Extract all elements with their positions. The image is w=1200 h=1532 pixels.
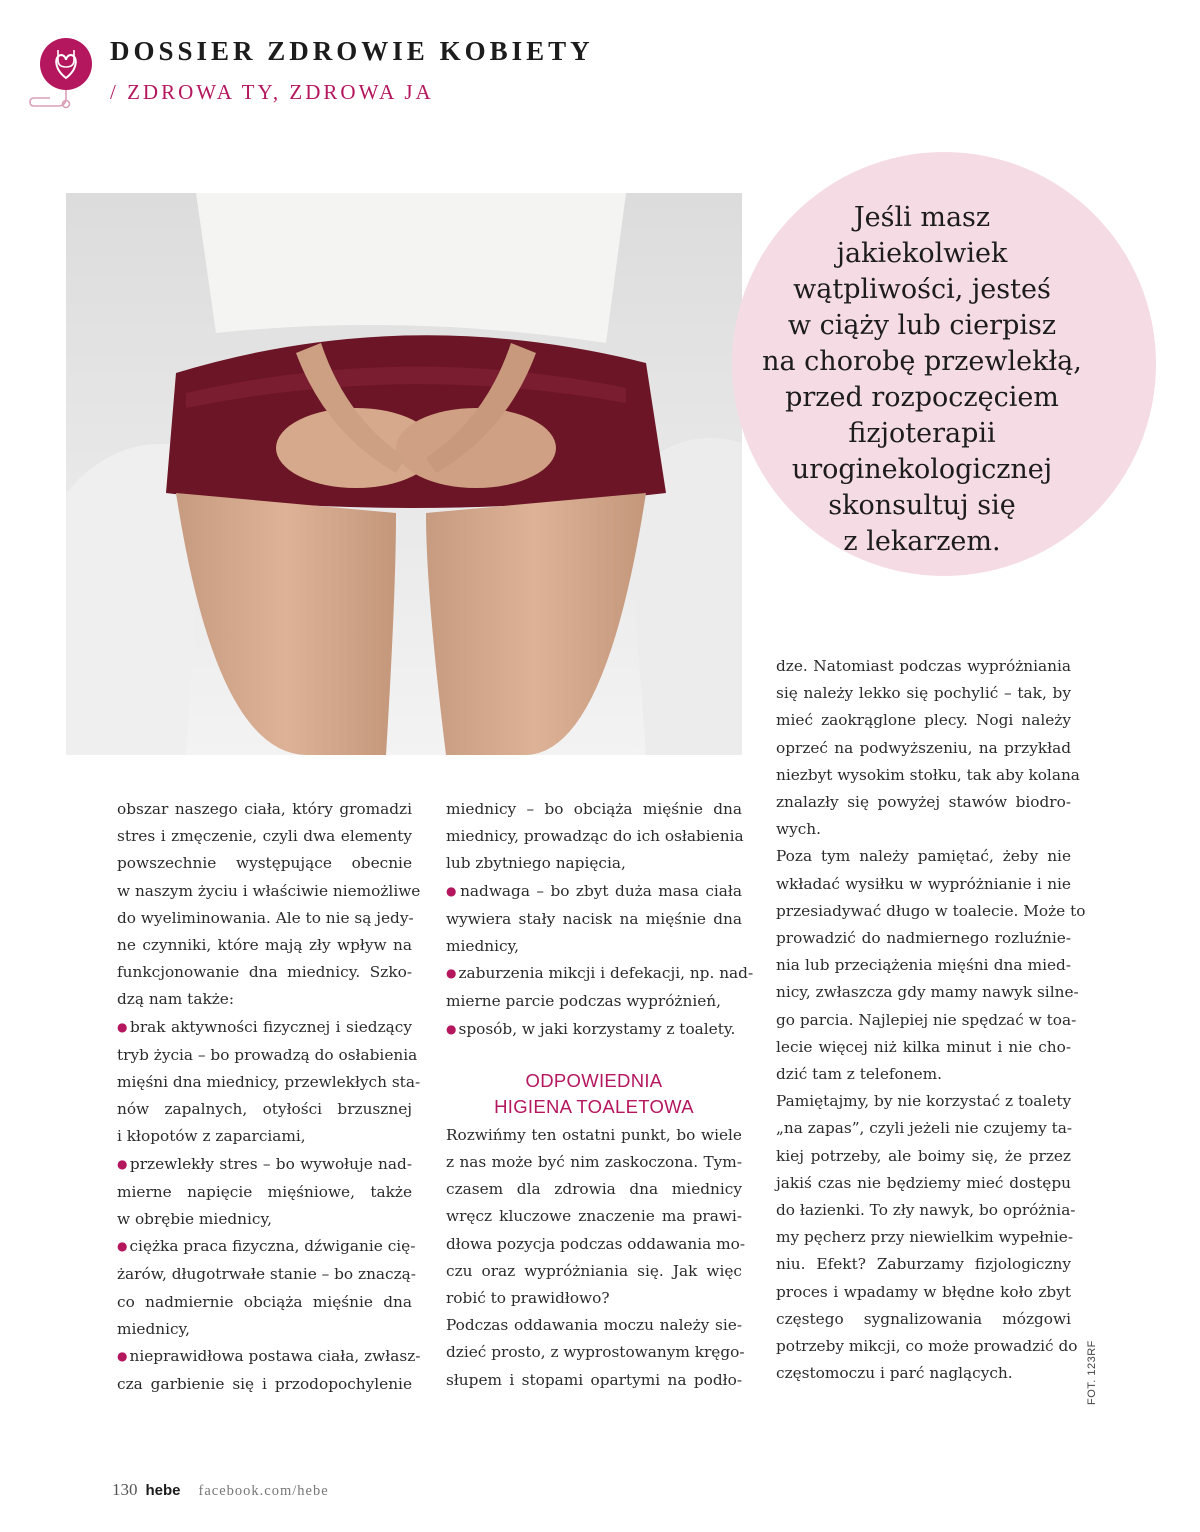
text-line: robić to prawidłowo?: [446, 1289, 610, 1308]
list-item-first-line: [117, 1151, 412, 1179]
text-line: lub zbytniego napięcia,: [446, 854, 626, 873]
text-line: sposób, w jaki korzystamy z toalety.: [458, 1019, 736, 1038]
text-line: mieć zaokrąglone plecy. Nogi należy: [776, 711, 1071, 730]
list-item-first-line: [446, 1016, 742, 1044]
text-line: mięśni dna miednicy, przewlekłych sta-: [117, 1073, 421, 1092]
text-line: „na zapas”, czyli jeżeli nie czujemy ta-: [776, 1119, 1073, 1138]
pull-quote-line: fizjoterapii: [848, 418, 996, 449]
text-line: proces i wpadamy w błędne koło zbyt: [776, 1282, 1071, 1301]
pull-quote-line: skonsultuj się: [828, 490, 1016, 521]
text-line: my pęcherz przy niewielkim wypełnie-: [776, 1228, 1073, 1247]
subheading: [446, 1068, 742, 1120]
text-line: nia lub przeciążenia mięśni dna mied-: [776, 956, 1071, 975]
text-line: i kłopotów z zaparciami,: [117, 1127, 306, 1146]
text-line: dze. Natomiast podczas wypróżniania: [776, 657, 1071, 675]
text-line: niu. Efekt? Zaburzamy fizjologiczny: [776, 1255, 1071, 1274]
text-line: Pamiętajmy, by nie korzystać z toalety: [776, 1092, 1072, 1111]
text-line: obszar naszego ciała, który gromadzi: [117, 800, 412, 818]
text-line: powszechnie występujące obecnie: [117, 854, 412, 873]
bullet-icon: ●: [117, 1239, 128, 1254]
pull-quote-line: jakiekolwiek: [836, 238, 1008, 269]
text-line: miednicy – bo obciąża mięśnie dna: [446, 800, 742, 818]
article-photo: [66, 193, 742, 755]
text-line: wręcz kluczowe znaczenie ma prawi-: [446, 1207, 742, 1226]
section-title: DOSSIER ZDROWIE KOBIETY: [110, 36, 594, 66]
text-line: się należy lekko się pochylić – tak, by: [776, 684, 1071, 703]
text-line: miednicy, prowadząc do ich osłabienia: [446, 827, 744, 846]
text-line: nicy, zwłaszcza gdy mamy nawyk silne-: [776, 983, 1079, 1002]
text-line: czu oraz wypróżniania się. Jak więc: [446, 1261, 742, 1280]
text-line: cza garbienie się i przodopochylenie: [117, 1375, 412, 1394]
heart-stethoscope-icon: [28, 34, 96, 110]
text-line: co nadmiernie obciąża mięśnie dna: [117, 1292, 412, 1311]
text-line: wych.: [776, 820, 822, 839]
text-line: dzić tam z telefonem.: [776, 1065, 943, 1084]
text-line: wywiera stały nacisk na mięśnie dna: [446, 909, 742, 928]
facebook-link[interactable]: facebook.com/hebe: [198, 1483, 329, 1499]
pull-quote-line: wątpliwości, jesteś: [793, 274, 1051, 305]
text-line: słupem i stopami opartymi na podło-: [446, 1370, 742, 1389]
text-line: miednicy,: [117, 1319, 191, 1338]
bullet-icon: ●: [117, 1349, 128, 1364]
text-line: zaburzenia mikcji i defekacji, np. nad-: [458, 964, 754, 983]
text-line: nieprawidłowa postawa ciała, zwłasz-: [129, 1347, 421, 1366]
text-line: niezbyt wysokim stołku, tak aby kolana: [776, 765, 1080, 784]
text-line: wkładać wysiłku w wypróżnianie i nie: [776, 874, 1071, 893]
list-item-first-line: [117, 1014, 412, 1042]
text-line: mierne parcie podczas wypróżnień,: [446, 992, 722, 1011]
text-line: ne czynniki, które mają zły wpływ na: [117, 936, 412, 955]
pull-quote-line: w ciąży lub cierpisz: [787, 310, 1057, 341]
page-number: 130: [112, 1480, 138, 1499]
text-line: ciężka praca fizyczna, dźwiganie cię-: [129, 1237, 416, 1256]
text-line: stres i zmęczenie, czyli dwa elementy: [117, 827, 412, 846]
text-line: w obrębie miednicy,: [117, 1210, 272, 1229]
subheading-line: HIGIENA TOALETOWA: [494, 1095, 694, 1117]
pull-quote: [752, 200, 1092, 560]
text-line: dzieć prosto, z wyprostowanym kręgo-: [446, 1343, 745, 1362]
bullet-icon: ●: [446, 966, 457, 981]
article-column-3: [776, 653, 1086, 1387]
text-line: Rozwińmy ten ostatni punkt, bo wiele: [446, 1125, 742, 1144]
text-line: do wyeliminowania. Ale to nie są jedy-: [117, 908, 414, 927]
text-line: do łazienki. To zły nawyk, bo opróżnia-: [776, 1201, 1076, 1220]
subheading-line: ODPOWIEDNIA: [525, 1069, 663, 1091]
text-line: funkcjonowanie dna miednicy. Szko-: [117, 963, 412, 982]
bullet-icon: ●: [446, 883, 459, 898]
text-line: go parcia. Najlepiej nie spędzać w toa-: [776, 1010, 1077, 1029]
list-item-first-line: [446, 960, 754, 988]
text-line: Podczas oddawania moczu należy sie-: [446, 1316, 742, 1335]
text-line: tryb życia – bo prowadzą do osłabienia: [117, 1045, 418, 1064]
text-line: oprzeć na podwyższeniu, na przykład: [776, 738, 1071, 757]
pull-quote-line: na chorobę przewlekłą,: [762, 346, 1082, 377]
bullet-icon: ●: [117, 1156, 128, 1171]
pull-quote-line: przed rozpoczęciem: [785, 382, 1059, 413]
pull-quote-line: z lekarzem.: [843, 526, 1001, 557]
page-footer: [112, 1480, 329, 1500]
photo-credit: FOT. 123RF: [1086, 1340, 1098, 1405]
pull-quote-line: Jeśli masz: [853, 202, 991, 233]
pull-quote-line: uroginekologicznej: [791, 454, 1053, 485]
article-column-2: [446, 796, 754, 1394]
article-column-1: [117, 796, 421, 1398]
text-line: mierne napięcie mięśniowe, także: [117, 1182, 412, 1201]
list-item-first-line: [446, 878, 742, 906]
text-line: częstomoczu i parć naglących.: [776, 1364, 1013, 1383]
text-line: kiej potrzeby, ale boimy się, że przez: [776, 1146, 1071, 1165]
text-line: Poza tym należy pamiętać, żeby nie: [776, 847, 1071, 866]
text-line: nów zapalnych, otyłości brzusznej: [117, 1100, 412, 1119]
text-line: lecie więcej niż kilka minut i nie cho-: [776, 1037, 1071, 1056]
bullet-icon: ●: [446, 1021, 457, 1036]
text-line: dłowa pozycja podczas oddawania mo-: [446, 1234, 746, 1253]
text-line: nadwaga – bo zbyt duża masa ciała: [460, 881, 742, 900]
text-line: brak aktywności fizycznej i siedzący: [130, 1017, 412, 1036]
magazine-name: hebe: [145, 1482, 181, 1499]
text-line: przewlekły stres – bo wywołuje nad-: [129, 1154, 412, 1173]
text-line: przesiadywać długo w toalecie. Może to: [776, 901, 1086, 920]
text-line: potrzeby mikcji, co może prowadzić do: [776, 1337, 1078, 1356]
text-line: w naszym życiu i właściwie niemożliwe: [117, 881, 421, 900]
list-item-first-line: [117, 1233, 416, 1261]
text-line: jakiś czas nie będziemy mieć dostępu: [776, 1173, 1071, 1192]
text-line: czasem dla zdrowia dna miednicy: [446, 1180, 742, 1199]
section-subtitle: / ZDROWA TY, ZDROWA JA: [110, 80, 434, 104]
text-line: częstego sygnalizowania mózgowi: [776, 1309, 1071, 1328]
list-item-first-line: [117, 1343, 421, 1371]
text-line: prowadzić do nadmiernego rozluźnie-: [776, 929, 1071, 948]
text-line: znalazły się powyżej stawów biodro-: [776, 793, 1071, 812]
text-line: żarów, długotrwałe stanie – bo znaczą-: [117, 1265, 416, 1284]
text-line: dzą nam także:: [117, 990, 234, 1009]
text-line: miednicy,: [446, 937, 520, 956]
bullet-icon: ●: [117, 1019, 129, 1034]
text-line: z nas może być nim zaskoczona. Tym-: [446, 1153, 742, 1172]
